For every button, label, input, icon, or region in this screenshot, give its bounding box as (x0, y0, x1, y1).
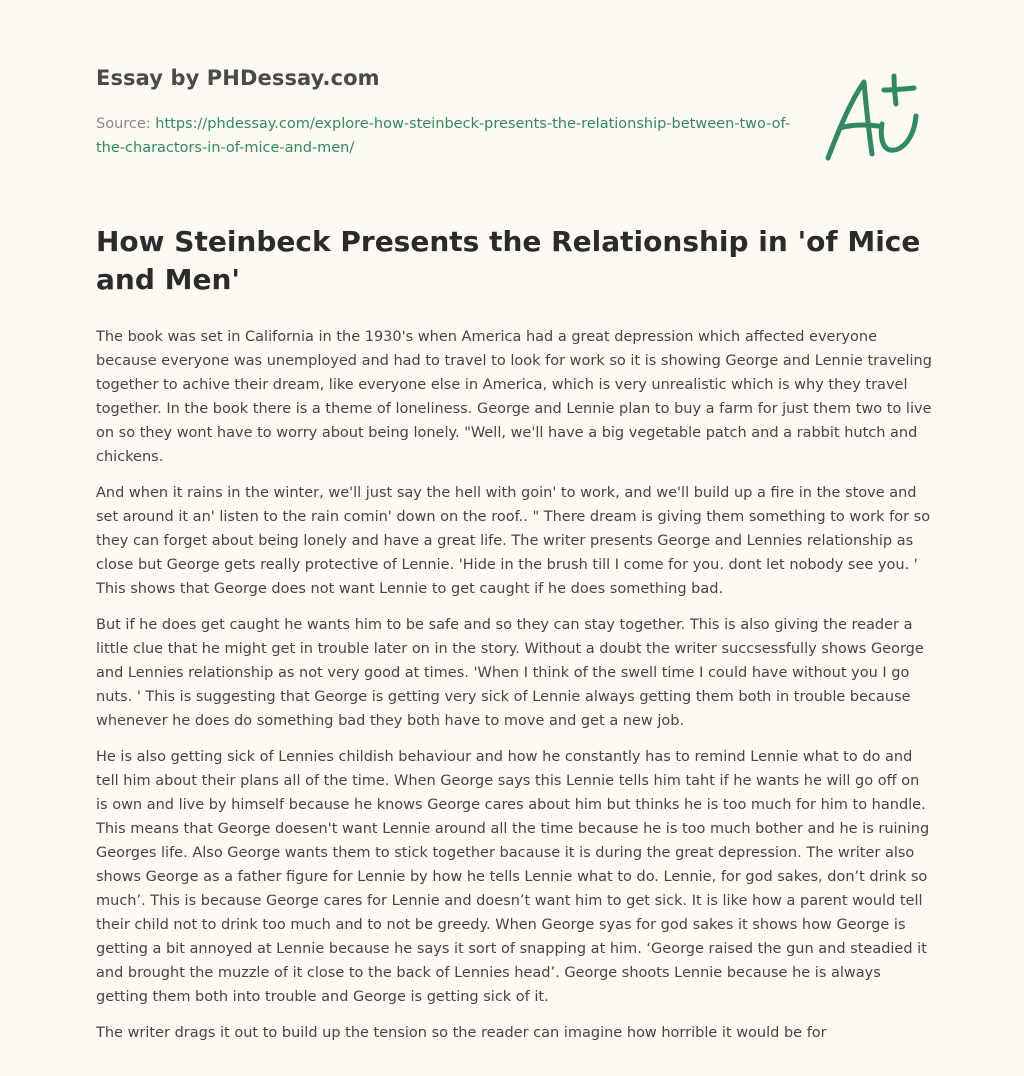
source-label: Source: (96, 116, 151, 132)
essay-title: How Steinbeck Presents the Relationship in 'of Mice and Men' (96, 225, 921, 296)
essay-paragraph-3: But if he does get caught he wants him to be safe and so they can stay together. This is also giving the reader a little clue that he might get in trouble later on in the story. Without a doubt the writer succsessfully shows George and Lennies relationship as not very good at times. 'When I think of the swell time I could have without you I go nuts. ' This is suggesting that George is getting very sick of Lennie always getting them both in trouble because whenever he does do something bad they both have to move and get a new job. (96, 617, 924, 729)
essay-paragraph-4: He is also getting sick of Lennies childish behaviour and how he constantly has to remind Lennie what to do and tell him about their plans all of the time. When George says this Lennie tells him taht if he wants he will go off on is own and live by himself because he knows George cares about him but thinks he is too much for him to handle. This means that George doesen't want Lennie around all the time because he is too much bother and he is ruining Georges life. Also George wants them to stick together bacause it is during the great depression. The writer also shows George as a father figure for Lennie by how he tells Lennie what to do. Lennie, for god sakes, don’t drink so much’. This is because George cares for Lennie and doesn’t want him to get sick. It is like how a parent would tell their child not to drink too much and to not be greedy. When George syas for god sakes it shows how George is getting a bit annoyed at Lennie because he says it sort of snapping at him. ‘George raised the gun and steadied it and brought the muzzle of it close to the back of Lennies head’. George shoots Lennie because he is always getting them both into trouble and George is getting sick of it. (96, 749, 930, 1005)
essay-paragraph-5: The writer drags it out to build up the tension so the reader can imagine how horrible it would be for (96, 1025, 827, 1041)
essay-body (96, 325, 934, 1057)
site-title: Essay by PHDessay.com (96, 66, 380, 90)
source-link[interactable]: https://phdessay.com/explore-how-steinbeck-presents-the-relationship-between-two-of-the-charactors-in-of-mice-and-men/ (96, 116, 791, 156)
a-plus-logo-icon (820, 66, 930, 170)
source-line (96, 112, 796, 160)
essay-paragraph-2: And when it rains in the winter, we'll just say the hell with goin' to work, and we'll build up a fire in the stove and set around it an' listen to the rain comin' down on the roof.. " There dream is giving them something to work for so they can forget about being lonely and have a great life. The writer presents George and Lennies relationship as close but George gets really protective of Lennie. 'Hide in the brush till I come for you. dont let nobody see you. ' This shows that George does not want Lennie to get caught if he does something bad. (96, 485, 931, 597)
essay-paragraph-1: The book was set in California in the 1930's when America had a great depression which affected everyone because everyone was unemployed and had to travel to look for work so it is showing George and Lennie traveling together to achive their dream, like everyone else in America, which is very unrealistic which is why they travel together. In the book there is a theme of loneliness. George and Lennie plan to buy a farm for just them two to live on so they wont have to worry about being lonely. "Well, we'll have a big vegetable patch and a rabbit hutch and chickens. (96, 329, 932, 465)
